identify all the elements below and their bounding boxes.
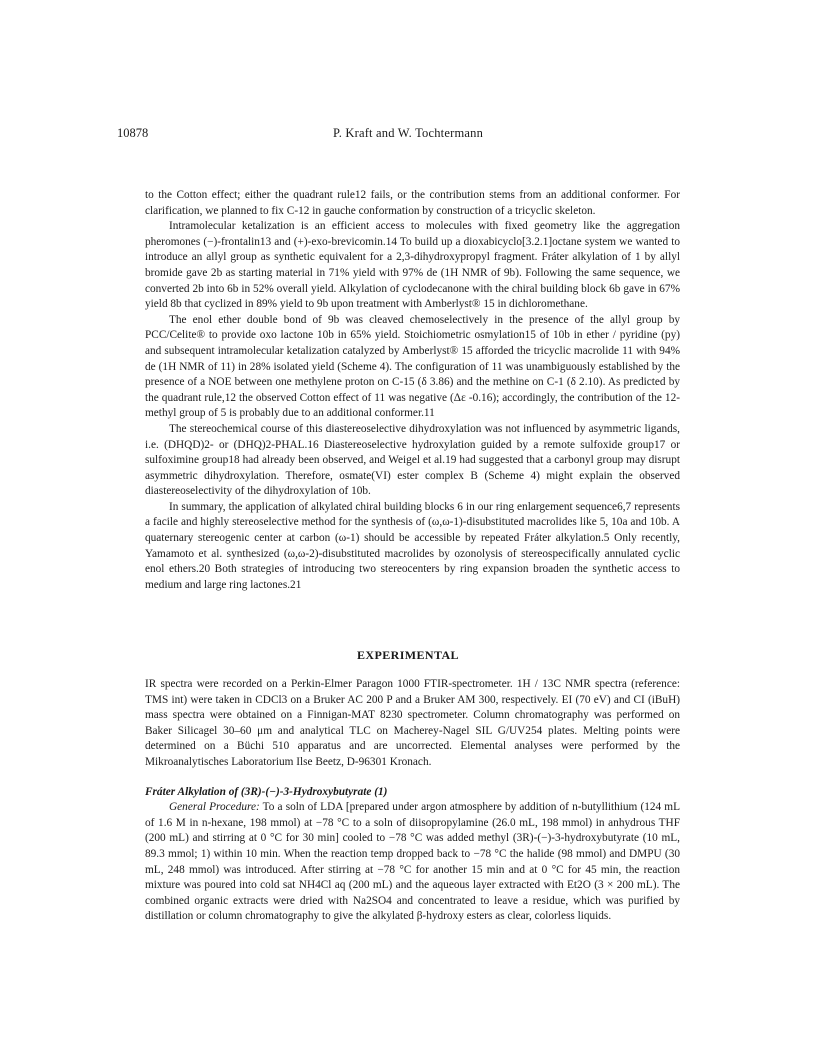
paragraph-enol-ether-cleavage: The enol ether double bond of 9b was cleaved chemoselectively in the presence of the allyl group by PCC/Celite® to provide oxo lactone 10b in 65% yield. Stoichiometric osmylation15 of 10b in ether / pyridine (py) and subsequent intramolecular ketalization catalyzed by Amberlyst® 15 afforded the tricyclic macrolide 11 with 94% de (1H NMR of 11) in 28% isolated yield (Scheme 4). The configuration of 11 was unambiguously established by the presence of a NOE between one methylene proton on C-15 (δ 3.86) and the methine on C-1 (δ 2.10). As predicted by the quadrant rule,12 the observed Cotton effect of 11 was negative (Δε -0.16); accordingly, the contribution of the 12-methyl group of 5 is probably due to an additional conformer.11 <box>145 313 680 420</box>
running-head: P. Kraft and W. Tochtermann <box>332 126 484 140</box>
paragraph-general-methods: IR spectra were recorded on a Perkin-Elmer Paragon 1000 FTIR-spectrometer. 1H / 13C NMR spectra (reference: TMS int) were taken in CDCl3 on a Bruker AC 200 P and a Bruker AM 300, respectively. EI (70 eV) and CI (iBuH) mass spectra were obtained on a Finnigan-MAT 8230 spectrometer. Column chromatography was performed on Baker Silicagel 30–60 μm and analytical TLC on Macherey-Nagel SIL G/UV254 plates. Melting points were determined on a Büchi 510 apparatus and are uncorrected. Elemental analyses were performed by the Mikroanalytisches Laboratorium Ilse Beetz, D-96301 Kronach. <box>145 678 680 768</box>
procedure-text: To a soln of LDA [prepared under argon atmosphere by addition of n-butyllithium (124 mL of 1.6 M in n-hexane, 198 mmol) at −78 °C to a soln of diisopropylamine (26.0 mL, 198 mmol) in anhydrous THF (200 mL) and stirring at 0 °C for 30 min] cooled to −78 °C was added methyl (3R)-(−)-3-hydroxybutyrate (10 mL, 89.3 mmol; 1) within 10 min. When the reaction temp dropped back to −78 °C the halide (98 mmol) and DMPU (30 mL, 248 mmol) was introduced. After stirring at −78 °C for another 15 min and at 0 °C for 45 min, the reaction mixture was poured into cold sat NH4Cl aq (200 mL) and the aqueous layer extracted with Et2O (3 × 200 mL). The combined organic extracts were dried with Na2SO4 and concentrated to leave a residue, which was purified by distillation or column chromatography to give the alkylated β-hydroxy esters as clear, colorless liquids. <box>145 801 680 923</box>
section-heading-experimental: EXPERIMENTAL <box>357 648 459 662</box>
paragraph-ketalization: Intramolecular ketalization is an efficient access to molecules with fixed geometry like the aggregation pheromones (−)-frontalin13 and (+)-exo-brevicomin.14 To build up a dioxabicyclo[3.2.1]octane system we wanted to introduce an allyl group as synthetic equivalent for a 2,3-dihydroxypropyl fragment. Fráter alkylation of 1 by allyl bromide gave 2b as starting material in 71% yield with 97% de (1H NMR of 9b). Following the same sequence, we converted 2b into 6b in 52% overall yield. Alkylation of cyclodecanone with the chiral building block 6b gave in 67% yield 8b that cyclized in 89% yield to 9b upon treatment with Amberlyst® 15 in dichloromethane. <box>145 220 680 311</box>
experimental-section <box>145 677 680 925</box>
paragraph-stereochemical-course: The stereochemical course of this diastereoselective dihydroxylation was not influenced by asymmetric ligands, i.e. (DHQD)2- or (DHQ)2-PHAL.16 Diastereoselective hydroxylation guided by a remote sulfoxide group17 or sulfoximine group18 had already been observed, and Weigel et al.19 had suggested that a carbonyl group may disrupt asymmetric dihydroxylation. Therefore, osmate(VI) ester complex B (Scheme 4) might explain the observed diastereoselectivity of the dihydroxylation of 10b. <box>145 422 680 498</box>
subheading-frater-alkylation: Fráter Alkylation of (3R)-(−)-3-Hydroxybutyrate (1) <box>145 785 388 798</box>
page-number: 10878 <box>117 126 149 140</box>
body-text <box>145 188 680 593</box>
paragraph-summary: In summary, the application of alkylated chiral building blocks 6 in our ring enlargement sequence6,7 represents a facile and highly stereoselective method for the synthesis of (ω,ω-1)-disubstituted macrolides like 5, 10a and 10b. A quaternary stereogenic center at carbon (ω-1) should be accessible by repeated Fráter alkylation.5 Only recently, Yamamoto et al. synthesized (ω,ω-2)-disubstituted macrolides by ozonolysis of stereospecifically annulated cyclic enol ethers.20 Both strategies of introducing two stereocenters by ring expansion broaden the synthetic access to medium and large ring lactones.21 <box>145 500 680 591</box>
paragraph-general-procedure <box>145 800 680 925</box>
paragraph-cotton-effect: to the Cotton effect; either the quadrant rule12 fails, or the contribution stems from an additional conformer. For clarification, we planned to fix C-12 in gauche conformation by construction of a tricyclic skeleton. <box>145 189 680 217</box>
procedure-label: General Procedure: <box>169 801 260 814</box>
